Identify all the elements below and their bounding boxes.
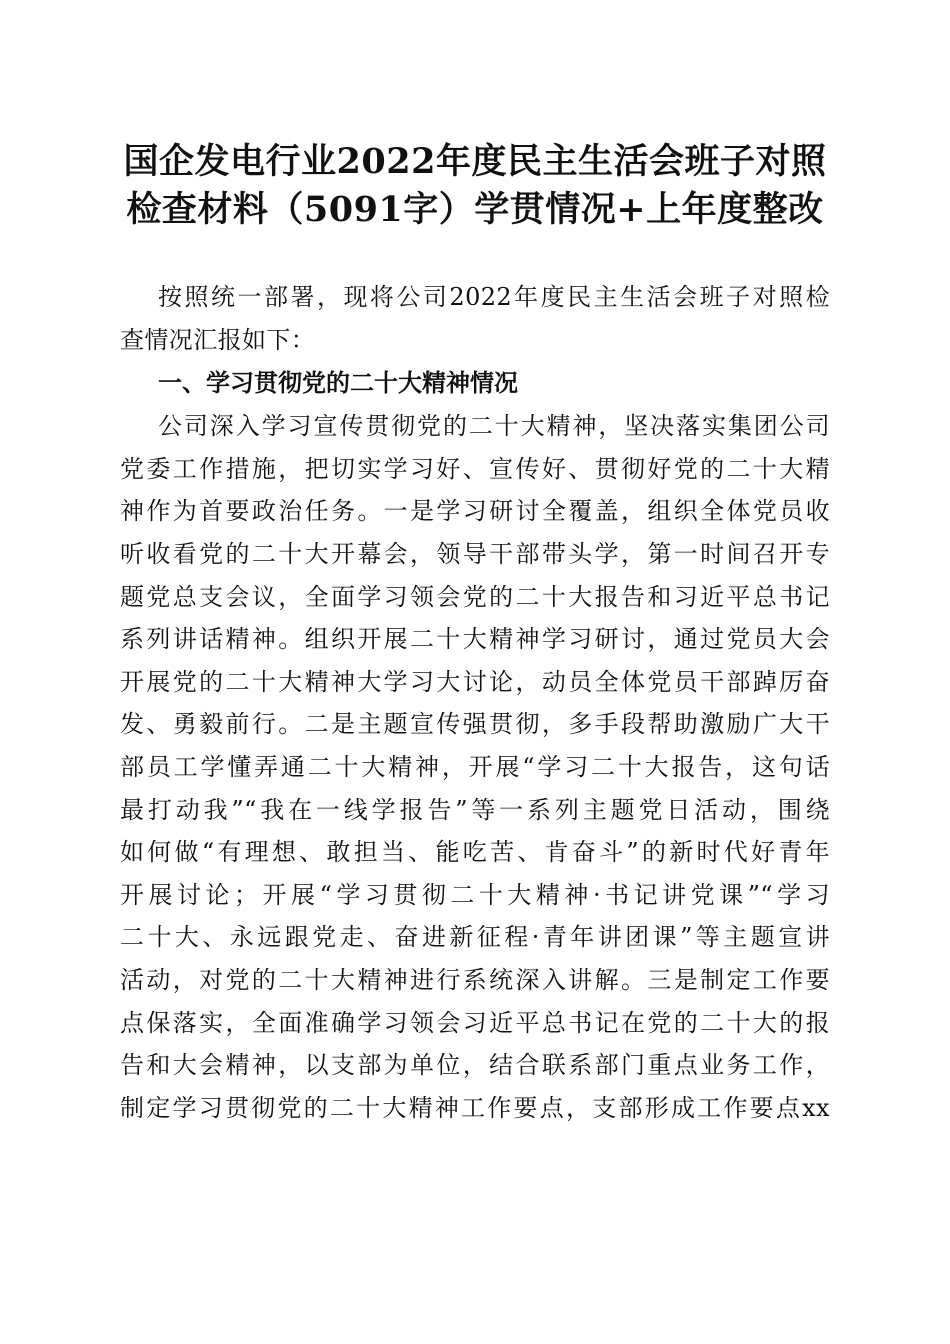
title-line-1: 国企发电行业2022年度民主生活会班子对照 <box>123 141 827 182</box>
intro-line-2: 查情况汇报如下： <box>120 325 316 354</box>
paragraph-line: 最打动我”“我在一线学报告”等一系列主题党日活动，围绕 <box>120 795 830 824</box>
paragraph-line: 题党总支会议，全面学习领会党的二十大报告和习近平总书记 <box>120 582 830 611</box>
section-heading: 一、学习贯彻党的二十大精神情况 <box>158 369 518 398</box>
title-line-2: 检查材料（5091字）学贯情况+上年度整改 <box>126 189 824 230</box>
paragraph-line: 制定学习贯彻党的二十大精神工作要点，支部形成工作要点xx <box>120 1093 830 1122</box>
paragraph-line: 告和大会精神，以支部为单位，结合联系部门重点业务工作， <box>120 1051 830 1080</box>
paragraph-line: 开展党的二十大精神大学习大讨论，动员全体党员干部踔厉奋 <box>120 667 830 696</box>
paragraph-line: 点保落实，全面准确学习领会习近平总书记在党的二十大的报 <box>120 1008 830 1037</box>
paragraph-line: 开展讨论；开展“学习贯彻二十大精神·书记讲党课”“学习 <box>120 880 830 909</box>
paragraph-line: 公司深入学习宣传贯彻党的二十大精神，坚决落实集团公司 <box>158 412 830 441</box>
document-title <box>100 138 850 234</box>
paragraph-line: 发、勇毅前行。二是主题宣传强贯彻，多手段帮助激励广大干 <box>120 710 830 739</box>
paragraph-line: 听收看党的二十大开幕会，领导干部带头学，第一时间召开专 <box>120 539 830 568</box>
document-body <box>120 276 830 1129</box>
paragraph-line: 如何做“有理想、敢担当、能吃苦、肯奋斗”的新时代好青年 <box>120 838 830 867</box>
paragraph-line: 活动，对党的二十大精神进行系统深入讲解。三是制定工作要 <box>120 965 830 994</box>
paragraph-line: 系列讲话精神。组织开展二十大精神学习研讨，通过党员大会 <box>120 625 830 654</box>
paragraph-line: 党委工作措施，把切实学习好、宣传好、贯彻好党的二十大精 <box>120 454 830 483</box>
paragraph-line: 部员工学懂弄通二十大精神，开展“学习二十大报告，这句话 <box>120 752 830 781</box>
paragraph-line: 神作为首要政治任务。一是学习研讨全覆盖，组织全体党员收 <box>120 497 830 526</box>
paragraph-line: 二十大、永远跟党走、奋进新征程·青年讲团课”等主题宣讲 <box>120 923 830 952</box>
intro-line-1: 按照统一部署，现将公司2022年度民主生活会班子对照检 <box>158 283 830 311</box>
